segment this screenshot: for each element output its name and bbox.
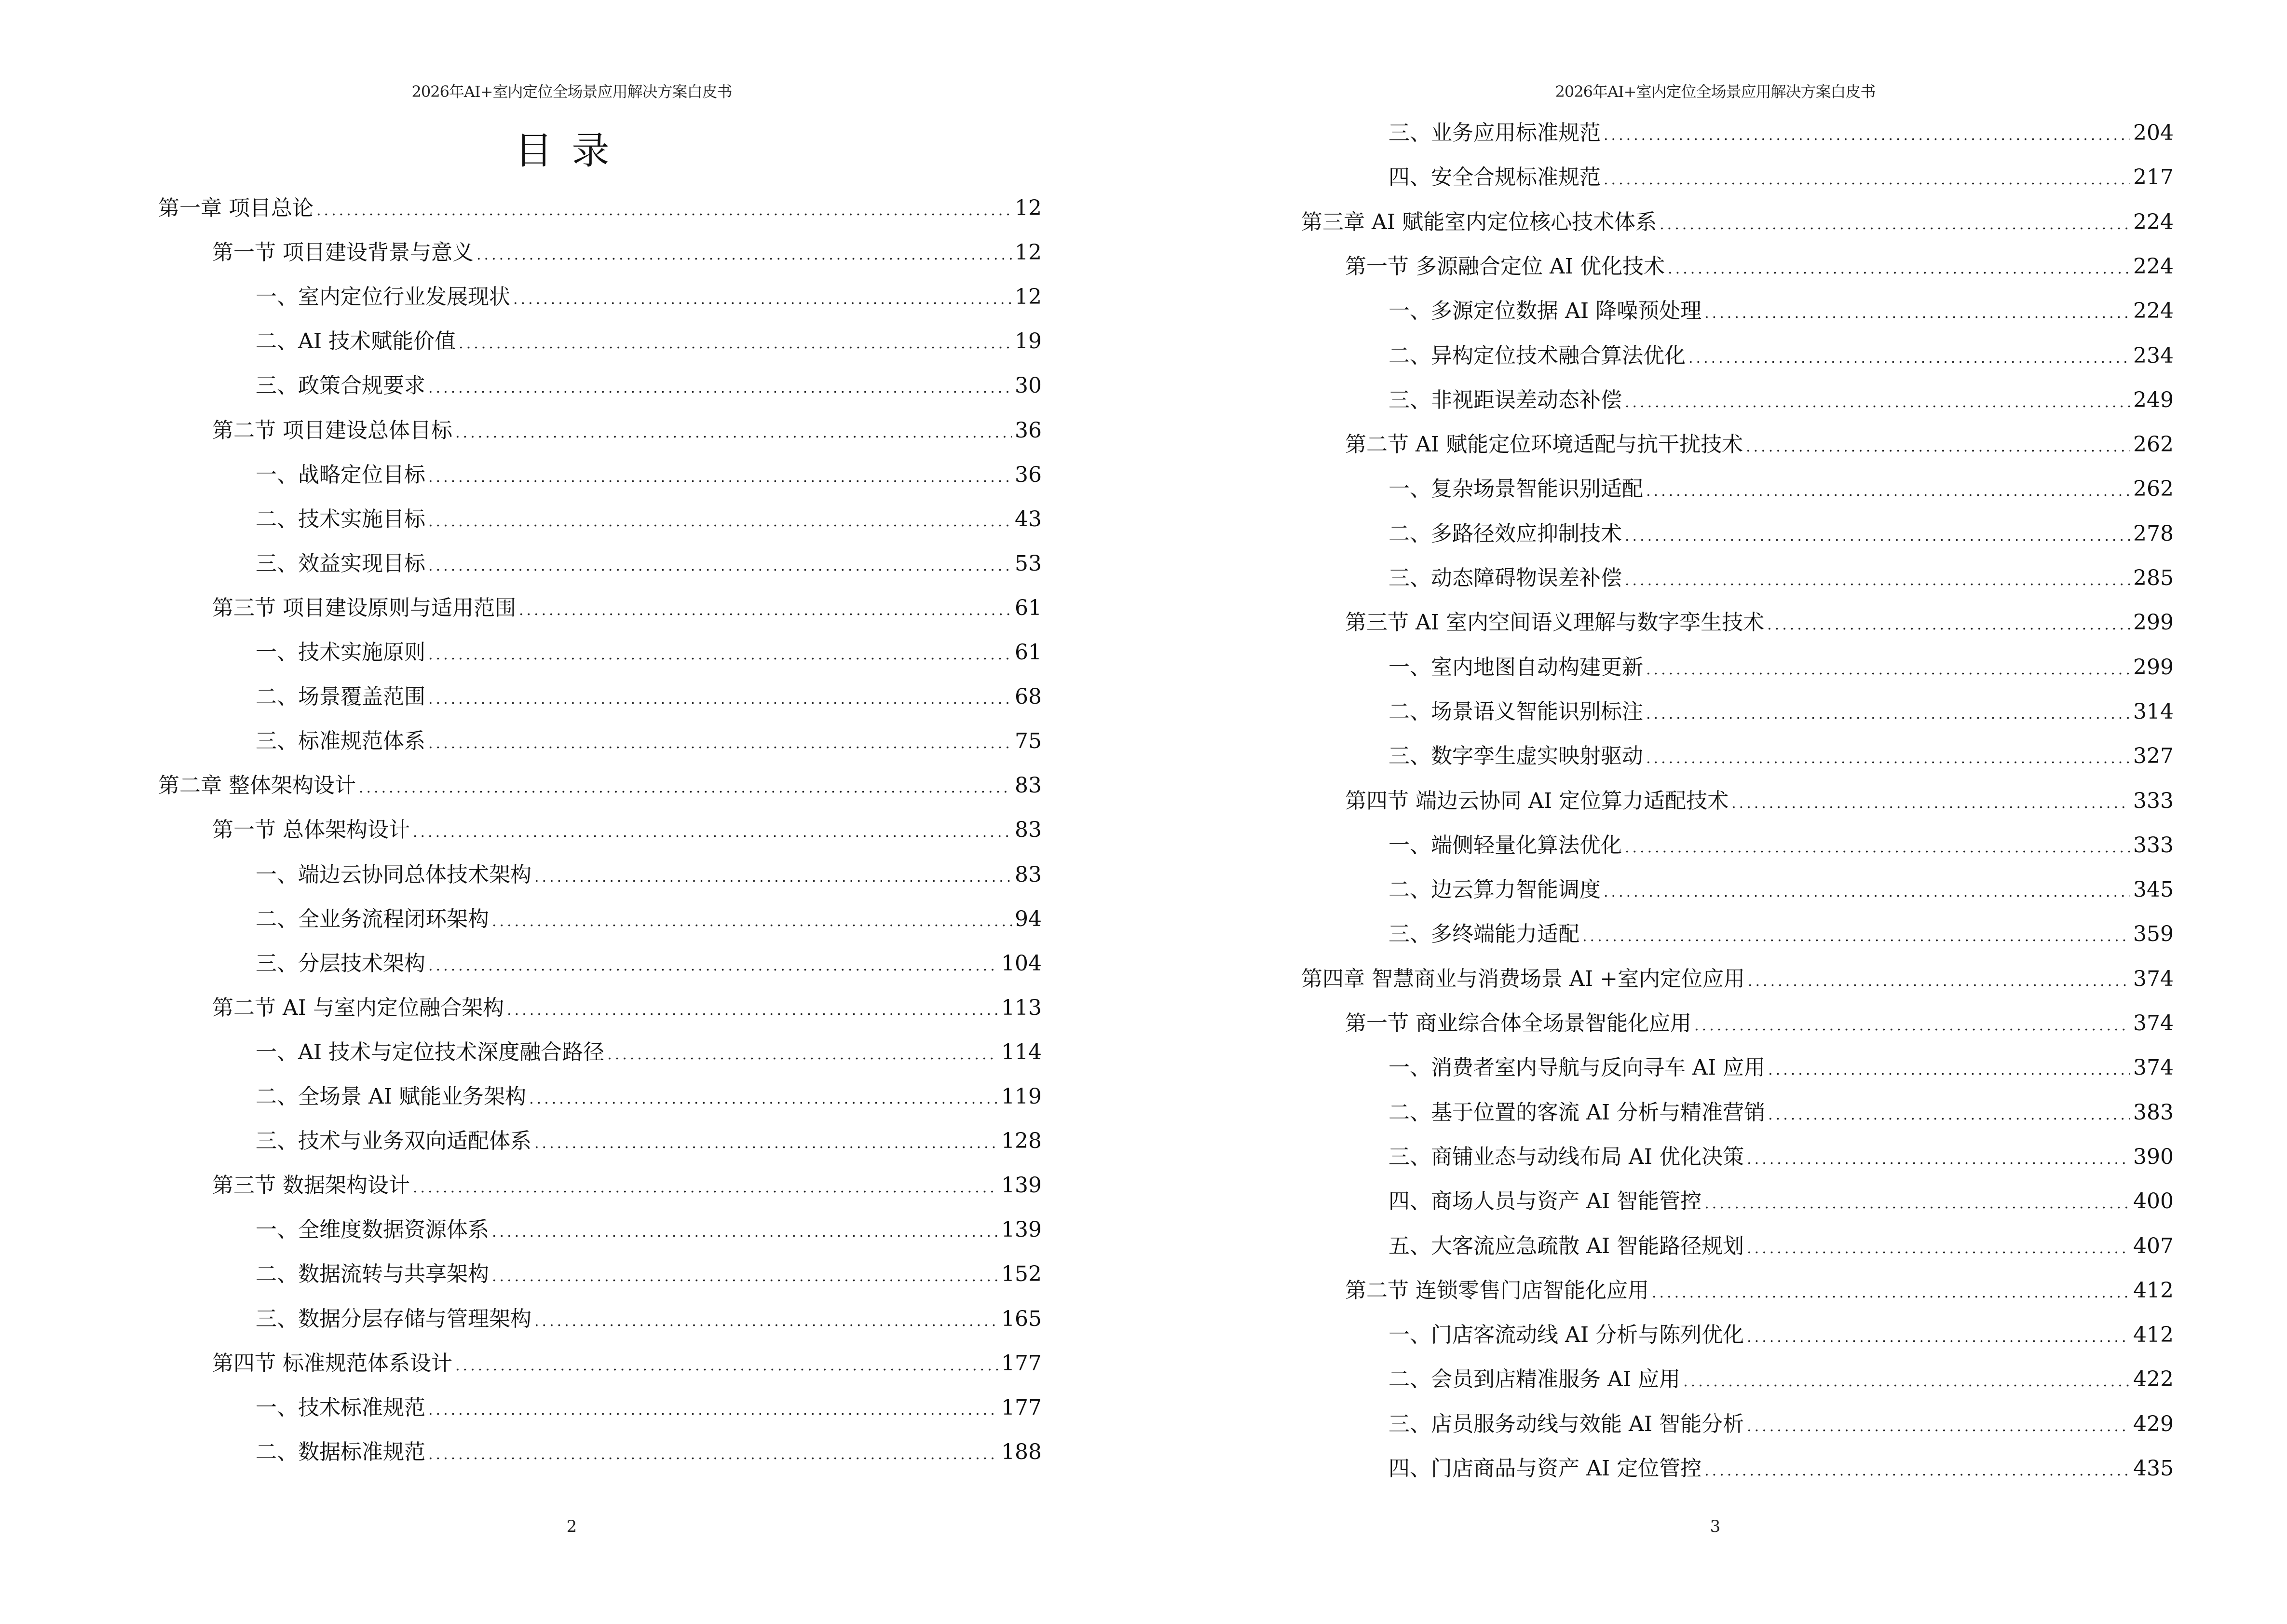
toc-entry-label: 二、边云算力智能调度: [1389, 877, 1601, 902]
toc-entry-page-number: 224: [2133, 254, 2174, 279]
dot-leader: [1668, 255, 2130, 284]
toc-entry-label: 第二章 整体架构设计: [158, 773, 356, 798]
dot-leader: [428, 729, 1012, 758]
toc-entry-label: 三、数字孪生虚实映射驱动: [1389, 744, 1643, 769]
toc-entry-level-2[interactable]: [212, 1349, 1042, 1378]
dot-leader: [534, 863, 1012, 892]
toc-entry-label: 三、多终端能力适配: [1389, 922, 1579, 947]
toc-entry-label: 第一章 项目总论: [158, 196, 313, 220]
toc-entry-level-3[interactable]: [1389, 875, 2174, 904]
toc-entry-label: 二、场景语义智能识别标注: [1389, 699, 1643, 724]
toc-entry-page-number: 435: [2133, 1456, 2174, 1481]
dot-leader: [1625, 388, 2130, 417]
page-number: 2: [566, 1517, 577, 1536]
toc-entry-level-3[interactable]: [1389, 1410, 2174, 1439]
dot-leader: [428, 685, 1012, 714]
dot-leader: [428, 552, 1012, 581]
toc-entry-page-number: 314: [2133, 699, 2174, 724]
toc-entry-label: 第二节 AI 与室内定位融合架构: [212, 995, 504, 1020]
toc-entry-page-number: 43: [1015, 506, 1042, 532]
dot-leader: [1625, 566, 2130, 595]
toc-entry-label: 三、业务应用标准规范: [1389, 121, 1601, 145]
dot-leader: [1582, 922, 2130, 951]
toc-entry-label: 一、室内定位行业发展现状: [256, 285, 510, 310]
toc-entry-label: 第一节 总体架构设计: [212, 818, 410, 843]
toc-entry-label: 一、技术实施原则: [256, 640, 425, 665]
toc-entry-page-number: 19: [1015, 329, 1042, 354]
toc-entry-page-number: 345: [2133, 877, 2174, 902]
toc-entry-level-2[interactable]: [1345, 1276, 2174, 1305]
dot-leader: [492, 1218, 998, 1247]
toc-entry-level-3[interactable]: [256, 1305, 1042, 1334]
toc-entry-level-2[interactable]: [212, 238, 1042, 267]
dot-leader: [1604, 878, 2130, 907]
toc-entry-label: 三、动态障碍物误差补偿: [1389, 566, 1622, 590]
toc-entry-label: 三、标准规范体系: [256, 729, 425, 754]
toc-entry-label: 二、场景覆盖范围: [256, 684, 425, 710]
toc-entry-level-3[interactable]: [256, 505, 1042, 534]
toc-entry-label: 第四章 智慧商业与消费场景 AI +室内定位应用: [1301, 966, 1745, 991]
toc-entry-level-3[interactable]: [256, 327, 1042, 356]
toc-entry-label: 一、复杂场景智能识别适配: [1389, 477, 1643, 502]
dot-leader: [1646, 744, 2130, 773]
toc-entry-page-number: 12: [1015, 196, 1042, 220]
dot-leader: [1767, 611, 2130, 640]
toc-entry-label: 一、室内地图自动构建更新: [1389, 655, 1643, 680]
dot-leader: [1731, 789, 2130, 818]
toc-entry-label: 四、安全合规标准规范: [1389, 165, 1601, 190]
toc-entry-page-number: 299: [2133, 610, 2174, 635]
toc-entry-page-number: 249: [2133, 387, 2174, 412]
toc-entry-level-3[interactable]: [256, 1127, 1042, 1156]
toc-entry-page-number: 299: [2133, 655, 2174, 680]
toc-entry-page-number: 53: [1015, 551, 1042, 576]
toc-entry-label: 一、战略定位目标: [256, 462, 425, 487]
toc-entry-page-number: 374: [2133, 966, 2174, 991]
toc-entry-page-number: 429: [2133, 1411, 2174, 1436]
toc-entry-level-3[interactable]: [256, 1038, 1042, 1067]
toc-entry-page-number: 128: [1001, 1129, 1042, 1154]
toc-entry-level-3[interactable]: [256, 727, 1042, 756]
dot-leader: [459, 329, 1012, 358]
toc-entry-level-2[interactable]: [212, 994, 1042, 1023]
toc-entry-level-3[interactable]: [1389, 119, 2174, 148]
dot-leader: [1748, 967, 2130, 996]
dot-leader: [1768, 1101, 2130, 1130]
toc-entry-level-3[interactable]: [1389, 920, 2174, 949]
toc-entry-level-3[interactable]: [256, 549, 1042, 578]
dot-leader: [413, 818, 1012, 847]
toc-entry-level-2[interactable]: [1345, 252, 2174, 281]
toc-entry-level-3[interactable]: [256, 682, 1042, 711]
toc-entry-level-1[interactable]: [1301, 208, 2174, 237]
toc-entry-level-2[interactable]: [212, 816, 1042, 845]
toc-entry-level-3[interactable]: [1389, 341, 2174, 370]
toc-entry-label: 第三节 数据架构设计: [212, 1173, 410, 1198]
toc-entry-page-number: 383: [2133, 1100, 2174, 1125]
toc-entry-label: 二、AI 技术赋能价值: [256, 329, 456, 354]
toc-entry-level-3[interactable]: [1389, 1098, 2174, 1127]
toc-entry-level-3[interactable]: [1389, 297, 2174, 326]
toc-entry-label: 三、店员服务动线与效能 AI 智能分析: [1389, 1411, 1744, 1436]
toc-entry-level-2[interactable]: [212, 594, 1042, 623]
toc-entry-page-number: 165: [1001, 1306, 1042, 1331]
toc-entry-page-number: 75: [1015, 729, 1042, 754]
right-page: [1144, 0, 2287, 1624]
dot-leader: [1604, 165, 2130, 194]
toc-entry-level-3[interactable]: [256, 1393, 1042, 1422]
toc-entry-label: 三、非视距误差动态补偿: [1389, 387, 1622, 412]
toc-entry-label: 第二节 连锁零售门店智能化应用: [1345, 1278, 1649, 1303]
toc-entry-page-number: 374: [2133, 1055, 2174, 1080]
toc-entry-label: 第四节 标准规范体系设计: [212, 1351, 452, 1376]
toc-entry-label: 二、全场景 AI 赋能业务架构: [256, 1084, 527, 1109]
dot-leader: [1747, 1234, 2130, 1263]
toc-entry-level-1[interactable]: [1301, 965, 2174, 994]
toc-entry-level-3[interactable]: [256, 1260, 1042, 1289]
dot-leader: [507, 996, 998, 1025]
dot-leader: [1768, 1056, 2130, 1085]
toc-entry-label: 二、数据标准规范: [256, 1439, 425, 1464]
toc-entry-page-number: 177: [1001, 1351, 1042, 1376]
dot-leader: [455, 419, 1012, 448]
toc-entry-page-number: 422: [2133, 1367, 2174, 1392]
toc-entry-level-3[interactable]: [256, 1082, 1042, 1111]
toc-entry-page-number: 104: [1001, 951, 1042, 976]
dot-leader: [1646, 477, 2130, 506]
toc-entry-label: 第二节 AI 赋能定位环境适配与抗干扰技术: [1345, 432, 1743, 457]
toc-entry-level-3[interactable]: [256, 461, 1042, 490]
dot-leader: [492, 907, 1012, 936]
toc-entry-label: 第二节 项目建设总体目标: [212, 418, 452, 443]
toc-entry-label: 第三节 AI 室内空间语义理解与数字孪生技术: [1345, 610, 1765, 635]
dot-leader: [607, 1040, 998, 1069]
toc-entry-page-number: 36: [1015, 418, 1042, 443]
dot-leader: [1694, 1011, 2130, 1040]
toc-entry-label: 一、端边云协同总体技术架构: [256, 862, 531, 887]
toc-entry-label: 四、商场人员与资产 AI 智能管控: [1389, 1189, 1702, 1214]
toc-entry-page-number: 12: [1015, 240, 1042, 265]
toc-entry-page-number: 204: [2133, 121, 2174, 145]
toc-entry-page-number: 234: [2133, 343, 2174, 368]
toc-entry-level-3[interactable]: [1389, 1454, 2174, 1483]
toc-entry-label: 二、基于位置的客流 AI 分析与精准营销: [1389, 1100, 1766, 1125]
dot-leader: [455, 1351, 998, 1380]
toc-entry-level-3[interactable]: [256, 860, 1042, 889]
dot-leader: [413, 1174, 998, 1202]
toc-entry-page-number: 12: [1015, 285, 1042, 310]
dot-leader: [1704, 1457, 2130, 1486]
dot-leader: [1688, 344, 2130, 373]
toc-entry-page-number: 359: [2133, 922, 2174, 947]
toc-entry-page-number: 119: [1001, 1084, 1042, 1109]
dot-leader: [428, 507, 1012, 536]
toc-entry-level-3[interactable]: [1389, 475, 2174, 504]
dot-leader: [1683, 1367, 2130, 1396]
toc-entry-page-number: 83: [1015, 862, 1042, 887]
toc-entry-level-3[interactable]: [256, 949, 1042, 978]
toc-entry-label: 三、商铺业态与动线布局 AI 优化决策: [1389, 1144, 1744, 1169]
toc-entry-page-number: 333: [2133, 832, 2174, 858]
dot-leader: [359, 774, 1012, 803]
toc-entry-label: 第一节 多源融合定位 AI 优化技术: [1345, 254, 1665, 279]
toc-entry-level-3[interactable]: [1389, 742, 2174, 771]
toc-entry-label: 第三节 项目建设原则与适用范围: [212, 595, 516, 620]
toc-entry-level-3[interactable]: [256, 905, 1042, 934]
toc-entry-level-2[interactable]: [212, 416, 1042, 445]
toc-entry-page-number: 217: [2133, 165, 2174, 190]
toc-entry-level-3[interactable]: [1389, 1232, 2174, 1261]
toc-entry-label: 二、会员到店精准服务 AI 应用: [1389, 1367, 1681, 1392]
toc-entry-label: 第四节 端边云协同 AI 定位算力适配技术: [1345, 788, 1729, 813]
toc-entry-label: 二、全业务流程闭环架构: [256, 906, 489, 931]
toc-entry-level-2[interactable]: [1345, 608, 2174, 637]
toc-entry-page-number: 36: [1015, 462, 1042, 487]
dot-leader: [534, 1129, 998, 1158]
toc-entry-level-2[interactable]: [1345, 430, 2174, 459]
toc-entry-label: 一、端侧轻量化算法优化: [1389, 832, 1622, 858]
toc-entry-level-3[interactable]: [1389, 1365, 2174, 1394]
toc-entry-label: 三、政策合规要求: [256, 373, 425, 398]
toc-entry-page-number: 278: [2133, 521, 2174, 546]
toc-entry-level-3[interactable]: [1389, 1187, 2174, 1216]
toc-entry-page-number: 400: [2133, 1189, 2174, 1214]
toc-entry-label: 一、消费者室内导航与反向寻车 AI 应用: [1389, 1055, 1766, 1080]
toc-entry-page-number: 262: [2133, 432, 2174, 457]
toc-entry-level-2[interactable]: [1345, 787, 2174, 816]
toc-entry-level-3[interactable]: [1389, 519, 2174, 548]
dot-leader: [428, 463, 1012, 492]
toc-entry-level-3[interactable]: [256, 638, 1042, 667]
dot-leader: [529, 1085, 998, 1114]
toc-entry-level-2[interactable]: [1345, 1009, 2174, 1038]
toc-entry-page-number: 327: [2133, 744, 2174, 769]
toc-entry-page-number: 285: [2133, 566, 2174, 590]
toc-entry-label: 二、技术实施目标: [256, 506, 425, 532]
dot-leader: [1746, 433, 2130, 462]
toc-entry-page-number: 30: [1015, 373, 1042, 398]
dot-leader: [1652, 1279, 2130, 1308]
toc-entry-page-number: 374: [2133, 1011, 2174, 1036]
toc-entry-level-3[interactable]: [1389, 831, 2174, 860]
toc-entry-level-3[interactable]: [1389, 1321, 2174, 1350]
toc-entry-level-3[interactable]: [1389, 1053, 2174, 1082]
dot-leader: [428, 1396, 998, 1425]
dot-leader: [428, 641, 1012, 669]
dot-leader: [1646, 700, 2130, 729]
toc-entry-page-number: 83: [1015, 818, 1042, 843]
toc-entry-label: 二、数据流转与共享架构: [256, 1262, 489, 1287]
dot-leader: [1646, 655, 2130, 684]
toc-entry-page-number: 177: [1001, 1395, 1042, 1420]
dot-leader: [1604, 121, 2130, 150]
toc-entry-label: 一、门店客流动线 AI 分析与陈列优化: [1389, 1323, 1744, 1348]
dot-leader: [1747, 1323, 2130, 1352]
dot-leader: [476, 241, 1012, 270]
dot-leader: [428, 952, 998, 981]
dot-leader: [1747, 1412, 2130, 1441]
toc-entry-level-2[interactable]: [212, 1171, 1042, 1200]
toc-entry-page-number: 113: [1001, 995, 1042, 1020]
toc-entry-page-number: 83: [1015, 773, 1042, 798]
toc-entry-label: 四、门店商品与资产 AI 定位管控: [1389, 1456, 1702, 1481]
dot-leader: [513, 285, 1012, 314]
toc-entry-level-1[interactable]: [158, 194, 1042, 223]
dot-leader: [1660, 210, 2130, 239]
toc-entry-level-3[interactable]: [1389, 1143, 2174, 1172]
toc-entry-label: 第一节 项目建设背景与意义: [212, 240, 474, 265]
toc-entry-page-number: 114: [1001, 1039, 1042, 1064]
page-number: 3: [1710, 1517, 1721, 1536]
dot-leader: [492, 1262, 998, 1291]
toc-entry-level-3[interactable]: [1389, 386, 2174, 415]
dot-leader: [428, 1440, 998, 1469]
toc-entry-level-3[interactable]: [256, 283, 1042, 312]
dot-leader: [428, 374, 1012, 403]
toc-entry-page-number: 407: [2133, 1233, 2174, 1258]
toc-entry-page-number: 139: [1001, 1173, 1042, 1198]
dot-leader: [1747, 1145, 2130, 1174]
toc-entry-level-1[interactable]: [158, 771, 1042, 800]
toc-entry-level-3[interactable]: [1389, 653, 2174, 682]
toc-entry-label: 二、多路径效应抑制技术: [1389, 521, 1622, 546]
dot-leader: [1704, 1189, 2130, 1218]
toc-entry-label: 一、多源定位数据 AI 降噪预处理: [1389, 299, 1702, 324]
dot-leader: [1704, 299, 2130, 328]
toc-entry-page-number: 61: [1015, 640, 1042, 665]
toc-entry-page-number: 68: [1015, 684, 1042, 710]
toc-entry-page-number: 152: [1001, 1262, 1042, 1287]
dot-leader: [519, 596, 1012, 625]
toc-entry-label: 一、技术标准规范: [256, 1395, 425, 1420]
running-header: 2026年AI+室内定位全场景应用解决方案白皮书: [411, 82, 732, 101]
toc-entry-level-3[interactable]: [256, 371, 1042, 400]
toc-title: 目录: [515, 129, 629, 173]
dot-leader: [1625, 522, 2130, 551]
toc-entry-label: 第三章 AI 赋能室内定位核心技术体系: [1301, 209, 1657, 234]
toc-entry-label: 二、异构定位技术融合算法优化: [1389, 343, 1686, 368]
toc-entry-page-number: 333: [2133, 788, 2174, 813]
toc-entry-page-number: 224: [2133, 299, 2174, 324]
toc-entry-label: 一、全维度数据资源体系: [256, 1217, 489, 1242]
toc-entry-label: 五、大客流应急疏散 AI 智能路径规划: [1389, 1233, 1744, 1258]
toc-entry-page-number: 412: [2133, 1278, 2174, 1303]
toc-entry-page-number: 188: [1001, 1439, 1042, 1464]
toc-entry-label: 一、AI 技术与定位技术深度融合路径: [256, 1039, 605, 1064]
toc-entry-level-3[interactable]: [1389, 163, 2174, 192]
toc-entry-level-3[interactable]: [256, 1438, 1042, 1467]
toc-entry-page-number: 262: [2133, 477, 2174, 502]
toc-entry-label: 第一节 商业综合体全场景智能化应用: [1345, 1011, 1691, 1036]
dot-leader: [534, 1307, 998, 1336]
dot-leader: [1625, 833, 2130, 862]
toc-entry-label: 三、技术与业务双向适配体系: [256, 1129, 531, 1154]
toc-entry-level-3[interactable]: [1389, 697, 2174, 726]
toc-entry-label: 三、效益实现目标: [256, 551, 425, 576]
toc-entry-page-number: 94: [1015, 906, 1042, 931]
toc-entry-page-number: 139: [1001, 1217, 1042, 1242]
dot-leader: [316, 196, 1012, 225]
toc-entry-page-number: 224: [2133, 209, 2174, 234]
toc-entry-page-number: 61: [1015, 595, 1042, 620]
running-header: 2026年AI+室内定位全场景应用解决方案白皮书: [1555, 82, 1876, 101]
toc-entry-page-number: 412: [2133, 1323, 2174, 1348]
toc-entry-label: 三、数据分层存储与管理架构: [256, 1306, 531, 1331]
toc-entry-level-3[interactable]: [1389, 564, 2174, 593]
toc-entry-page-number: 390: [2133, 1144, 2174, 1169]
toc-entry-label: 三、分层技术架构: [256, 951, 425, 976]
toc-entry-level-3[interactable]: [256, 1215, 1042, 1244]
